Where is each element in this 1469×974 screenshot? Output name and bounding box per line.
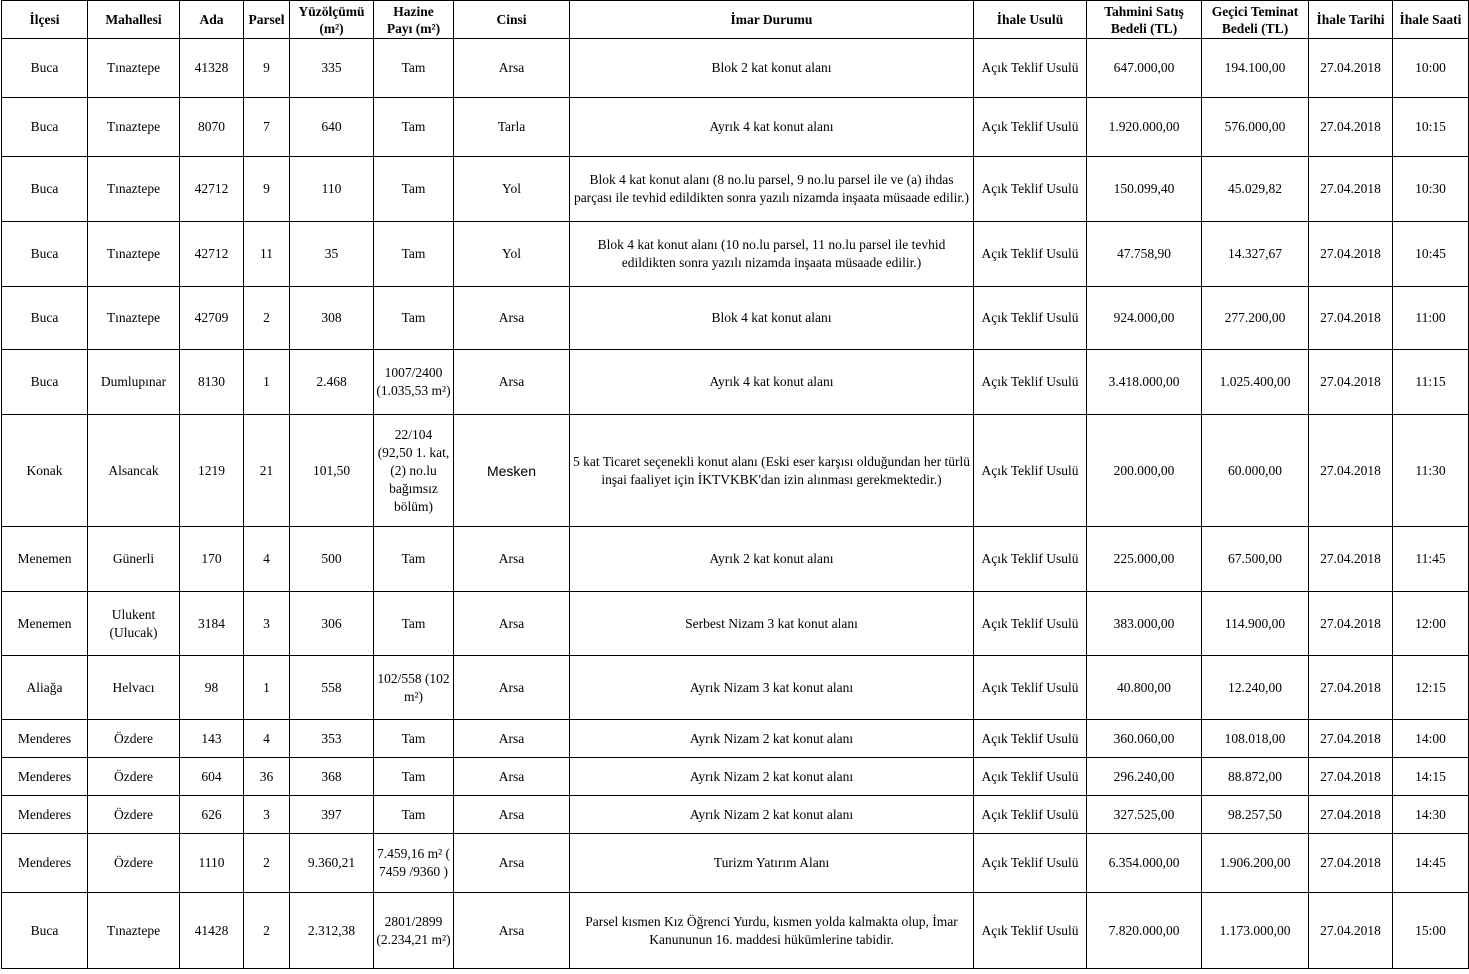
cell-ilce: Aliağa (2, 656, 88, 720)
cell-tarih: 27.04.2018 (1309, 415, 1393, 527)
cell-mahalle: Günerli (88, 527, 180, 592)
cell-parsel: 4 (244, 527, 290, 592)
cell-mahalle: Ulukent (Ulucak) (88, 592, 180, 656)
cell-yuzolcumu: 640 (290, 98, 374, 157)
cell-satis: 47.758,90 (1087, 222, 1202, 287)
header-teminat (1202, 1, 1309, 39)
cell-yuzolcumu: 397 (290, 796, 374, 834)
cell-tarih: 27.04.2018 (1309, 592, 1393, 656)
cell-saat: 11:15 (1393, 350, 1469, 415)
cell-cinsi: Arsa (454, 350, 570, 415)
cell-yuzolcumu: 101,50 (290, 415, 374, 527)
cell-hazine: Tam (374, 592, 454, 656)
cell-cinsi: Arsa (454, 893, 570, 969)
cell-usul: Açık Teklif Usulü (974, 287, 1087, 350)
cell-parsel: 4 (244, 720, 290, 758)
cell-usul: Açık Teklif Usulü (974, 720, 1087, 758)
cell-satis: 924.000,00 (1087, 287, 1202, 350)
cell-hazine: Tam (374, 98, 454, 157)
cell-imar: Turizm Yatırım Alanı (570, 834, 974, 893)
cell-parsel: 3 (244, 796, 290, 834)
cell-parsel: 2 (244, 834, 290, 893)
header-yuzolcumu-line1: Yüzölçümü (298, 3, 365, 19)
cell-satis: 200.000,00 (1087, 415, 1202, 527)
cell-ada: 1219 (180, 415, 244, 527)
cell-teminat: 1.025.400,00 (1202, 350, 1309, 415)
cell-hazine: 102/558 (102 m²) (374, 656, 454, 720)
cell-ilce: Menemen (2, 527, 88, 592)
cell-mahalle: Alsancak (88, 415, 180, 527)
cell-ada: 42712 (180, 157, 244, 222)
cell-imar: Ayrık Nizam 2 kat konut alanı (570, 758, 974, 796)
cell-usul: Açık Teklif Usulü (974, 39, 1087, 98)
cell-tarih: 27.04.2018 (1309, 527, 1393, 592)
cell-usul: Açık Teklif Usulü (974, 758, 1087, 796)
header-cinsi: Cinsi (454, 1, 570, 39)
cell-cinsi: Arsa (454, 720, 570, 758)
cell-imar: Ayrık 2 kat konut alanı (570, 527, 974, 592)
cell-ilce: Menderes (2, 758, 88, 796)
cell-satis: 7.820.000,00 (1087, 893, 1202, 969)
cell-yuzolcumu: 353 (290, 720, 374, 758)
cell-satis: 383.000,00 (1087, 592, 1202, 656)
cell-hazine: Tam (374, 157, 454, 222)
cell-mahalle: Özdere (88, 834, 180, 893)
cell-ada: 42709 (180, 287, 244, 350)
header-imar: İmar Durumu (570, 1, 974, 39)
header-yuzolcumu-line2: (m²) (319, 20, 344, 36)
cell-saat: 14:45 (1393, 834, 1469, 893)
cell-ilce: Buca (2, 157, 88, 222)
table-row (2, 834, 1469, 893)
cell-parsel: 1 (244, 350, 290, 415)
cell-yuzolcumu: 500 (290, 527, 374, 592)
cell-parsel: 9 (244, 39, 290, 98)
cell-yuzolcumu: 335 (290, 39, 374, 98)
cell-saat: 10:30 (1393, 157, 1469, 222)
table-row (2, 720, 1469, 758)
cell-parsel: 11 (244, 222, 290, 287)
cell-satis: 327.525,00 (1087, 796, 1202, 834)
cell-cinsi: Arsa (454, 287, 570, 350)
cell-parsel: 2 (244, 287, 290, 350)
cell-saat: 11:00 (1393, 287, 1469, 350)
cell-hazine: 2801/2899 (2.234,21 m²) (374, 893, 454, 969)
table-row (2, 39, 1469, 98)
table-row (2, 350, 1469, 415)
cell-imar: Ayrık Nizam 2 kat konut alanı (570, 796, 974, 834)
cell-tarih: 27.04.2018 (1309, 222, 1393, 287)
header-tarih: İhale Tarihi (1309, 1, 1393, 39)
cell-satis: 360.060,00 (1087, 720, 1202, 758)
cell-yuzolcumu: 9.360,21 (290, 834, 374, 893)
cell-mahalle: Özdere (88, 758, 180, 796)
cell-mahalle: Özdere (88, 720, 180, 758)
cell-usul: Açık Teklif Usulü (974, 415, 1087, 527)
cell-yuzolcumu: 308 (290, 287, 374, 350)
cell-yuzolcumu: 558 (290, 656, 374, 720)
table-header-row (2, 1, 1469, 39)
cell-cinsi: Arsa (454, 758, 570, 796)
cell-ilce: Konak (2, 415, 88, 527)
cell-mahalle: Tınaztepe (88, 98, 180, 157)
header-hazine (374, 1, 454, 39)
cell-satis: 647.000,00 (1087, 39, 1202, 98)
cell-ilce: Buca (2, 222, 88, 287)
cell-parsel: 36 (244, 758, 290, 796)
cell-usul: Açık Teklif Usulü (974, 592, 1087, 656)
cell-ilce: Buca (2, 98, 88, 157)
cell-satis: 1.920.000,00 (1087, 98, 1202, 157)
cell-saat: 10:00 (1393, 39, 1469, 98)
cell-hazine: Tam (374, 758, 454, 796)
cell-tarih: 27.04.2018 (1309, 720, 1393, 758)
cell-ilce: Menemen (2, 592, 88, 656)
cell-satis: 3.418.000,00 (1087, 350, 1202, 415)
cell-mahalle: Tınaztepe (88, 157, 180, 222)
table-row (2, 527, 1469, 592)
table-row (2, 758, 1469, 796)
cell-imar: Serbest Nizam 3 kat konut alanı (570, 592, 974, 656)
header-satis-line1: Tahmini Satış (1104, 3, 1184, 19)
cell-ilce: Buca (2, 287, 88, 350)
cell-usul: Açık Teklif Usulü (974, 834, 1087, 893)
cell-tarih: 27.04.2018 (1309, 98, 1393, 157)
cell-ada: 8130 (180, 350, 244, 415)
cell-usul: Açık Teklif Usulü (974, 350, 1087, 415)
cell-ada: 41428 (180, 893, 244, 969)
cell-teminat: 60.000,00 (1202, 415, 1309, 527)
table-row (2, 98, 1469, 157)
cell-teminat: 114.900,00 (1202, 592, 1309, 656)
cell-teminat: 194.100,00 (1202, 39, 1309, 98)
cell-hazine: Tam (374, 527, 454, 592)
header-ilce: İlçesi (2, 1, 88, 39)
cell-ada: 143 (180, 720, 244, 758)
cell-ada: 604 (180, 758, 244, 796)
cell-imar: Ayrık 4 kat konut alanı (570, 350, 974, 415)
cell-cinsi: Arsa (454, 527, 570, 592)
cell-imar: Blok 2 kat konut alanı (570, 39, 974, 98)
header-hazine-line2: Payı (m²) (386, 20, 441, 36)
cell-saat: 10:15 (1393, 98, 1469, 157)
cell-mahalle: Dumlupınar (88, 350, 180, 415)
cell-teminat: 108.018,00 (1202, 720, 1309, 758)
cell-imar: Parsel kısmen Kız Öğrenci Yurdu, kısmen yolda kalmakta olup, İmar Kanununun 16. maddesi hükümlerine tabidir. (570, 893, 974, 969)
cell-ilce: Buca (2, 350, 88, 415)
cell-yuzolcumu: 110 (290, 157, 374, 222)
cell-teminat: 88.872,00 (1202, 758, 1309, 796)
header-satis-line2: Bedeli (TL) (1110, 20, 1178, 36)
table-row (2, 415, 1469, 527)
cell-ada: 1110 (180, 834, 244, 893)
cell-satis: 150.099,40 (1087, 157, 1202, 222)
cell-yuzolcumu: 306 (290, 592, 374, 656)
cell-tarih: 27.04.2018 (1309, 656, 1393, 720)
cell-tarih: 27.04.2018 (1309, 758, 1393, 796)
cell-parsel: 21 (244, 415, 290, 527)
cell-mahalle: Tınaztepe (88, 39, 180, 98)
cell-tarih: 27.04.2018 (1309, 834, 1393, 893)
cell-ilce: Buca (2, 893, 88, 969)
cell-ada: 626 (180, 796, 244, 834)
cell-satis: 225.000,00 (1087, 527, 1202, 592)
cell-teminat: 277.200,00 (1202, 287, 1309, 350)
cell-tarih: 27.04.2018 (1309, 350, 1393, 415)
cell-mahalle: Tınaztepe (88, 893, 180, 969)
cell-saat: 12:15 (1393, 656, 1469, 720)
cell-usul: Açık Teklif Usulü (974, 527, 1087, 592)
cell-mahalle: Tınaztepe (88, 287, 180, 350)
cell-imar: Ayrık 4 kat konut alanı (570, 98, 974, 157)
tender-table (1, 0, 1469, 969)
cell-tarih: 27.04.2018 (1309, 287, 1393, 350)
header-yuzolcumu (290, 1, 374, 39)
cell-hazine: 22/104 (92,50 1. kat, (2) no.lu bağımsız bölüm) (374, 415, 454, 527)
cell-imar: Blok 4 kat konut alanı (570, 287, 974, 350)
table-row (2, 893, 1469, 969)
cell-ada: 98 (180, 656, 244, 720)
cell-teminat: 67.500,00 (1202, 527, 1309, 592)
header-teminat-line2: Bedeli (TL) (1221, 20, 1289, 36)
header-usul: İhale Usulü (974, 1, 1087, 39)
table-row (2, 656, 1469, 720)
cell-cinsi: Arsa (454, 834, 570, 893)
cell-cinsi: Mesken (454, 415, 570, 527)
table-row (2, 157, 1469, 222)
cell-parsel: 3 (244, 592, 290, 656)
cell-ada: 41328 (180, 39, 244, 98)
cell-hazine: Tam (374, 222, 454, 287)
cell-cinsi: Tarla (454, 98, 570, 157)
cell-teminat: 98.257,50 (1202, 796, 1309, 834)
cell-imar: Blok 4 kat konut alanı (8 no.lu parsel, 9 no.lu parsel ile ve (a) ihdas parçası ile tevhid edildikten sonra yazılı nizamda inşaata müsaade edilir.) (570, 157, 974, 222)
cell-imar: Ayrık Nizam 2 kat konut alanı (570, 720, 974, 758)
cell-teminat: 1.906.200,00 (1202, 834, 1309, 893)
header-teminat-line1: Geçici Teminat (1211, 3, 1299, 19)
table-row (2, 592, 1469, 656)
cell-usul: Açık Teklif Usulü (974, 222, 1087, 287)
cell-saat: 14:15 (1393, 758, 1469, 796)
header-hazine-line1: Hazine (393, 3, 434, 19)
cell-usul: Açık Teklif Usulü (974, 98, 1087, 157)
cell-hazine: 7.459,16 m² ( 7459 /9360 ) (374, 834, 454, 893)
cell-teminat: 45.029,82 (1202, 157, 1309, 222)
cell-usul: Açık Teklif Usulü (974, 893, 1087, 969)
cell-saat: 11:45 (1393, 527, 1469, 592)
cell-parsel: 1 (244, 656, 290, 720)
cell-yuzolcumu: 2.468 (290, 350, 374, 415)
cell-parsel: 9 (244, 157, 290, 222)
cell-saat: 10:45 (1393, 222, 1469, 287)
cell-saat: 14:30 (1393, 796, 1469, 834)
cell-parsel: 7 (244, 98, 290, 157)
header-mahalle: Mahallesi (88, 1, 180, 39)
cell-imar: Blok 4 kat konut alanı (10 no.lu parsel, 11 no.lu parsel ile tevhid edildikten sonra yazılı nizamda inşaata müsaade edilir.) (570, 222, 974, 287)
cell-ada: 8070 (180, 98, 244, 157)
cell-saat: 12:00 (1393, 592, 1469, 656)
cell-usul: Açık Teklif Usulü (974, 796, 1087, 834)
cell-teminat: 1.173.000,00 (1202, 893, 1309, 969)
cell-hazine: Tam (374, 796, 454, 834)
cell-tarih: 27.04.2018 (1309, 893, 1393, 969)
cell-cinsi: Arsa (454, 656, 570, 720)
cell-ada: 170 (180, 527, 244, 592)
cell-cinsi: Arsa (454, 39, 570, 98)
cell-teminat: 576.000,00 (1202, 98, 1309, 157)
header-parsel: Parsel (244, 1, 290, 39)
cell-tarih: 27.04.2018 (1309, 796, 1393, 834)
cell-mahalle: Tınaztepe (88, 222, 180, 287)
cell-mahalle: Helvacı (88, 656, 180, 720)
cell-yuzolcumu: 368 (290, 758, 374, 796)
cell-parsel: 2 (244, 893, 290, 969)
cell-satis: 296.240,00 (1087, 758, 1202, 796)
table-body (2, 39, 1469, 969)
cell-teminat: 12.240,00 (1202, 656, 1309, 720)
cell-ilce: Menderes (2, 796, 88, 834)
cell-ada: 3184 (180, 592, 244, 656)
header-ada: Ada (180, 1, 244, 39)
cell-cinsi: Arsa (454, 796, 570, 834)
table-row (2, 796, 1469, 834)
cell-usul: Açık Teklif Usulü (974, 656, 1087, 720)
table-row (2, 287, 1469, 350)
cell-saat: 11:30 (1393, 415, 1469, 527)
cell-tarih: 27.04.2018 (1309, 39, 1393, 98)
cell-imar: 5 kat Ticaret seçenekli konut alanı (Eski eser karşısı olduğundan her türlü inşai faaliyet için İKTVKBK'dan izin alınması gerekmektedir.) (570, 415, 974, 527)
cell-ilce: Buca (2, 39, 88, 98)
cell-yuzolcumu: 35 (290, 222, 374, 287)
cell-ilce: Menderes (2, 834, 88, 893)
cell-cinsi: Yol (454, 222, 570, 287)
cell-saat: 15:00 (1393, 893, 1469, 969)
cell-yuzolcumu: 2.312,38 (290, 893, 374, 969)
cell-saat: 14:00 (1393, 720, 1469, 758)
cell-teminat: 14.327,67 (1202, 222, 1309, 287)
cell-cinsi: Arsa (454, 592, 570, 656)
cell-imar: Ayrık Nizam 3 kat konut alanı (570, 656, 974, 720)
cell-satis: 40.800,00 (1087, 656, 1202, 720)
cell-ilce: Menderes (2, 720, 88, 758)
cell-tarih: 27.04.2018 (1309, 157, 1393, 222)
cell-usul: Açık Teklif Usulü (974, 157, 1087, 222)
cell-hazine: Tam (374, 720, 454, 758)
cell-ada: 42712 (180, 222, 244, 287)
cell-satis: 6.354.000,00 (1087, 834, 1202, 893)
header-satis (1087, 1, 1202, 39)
header-saat: İhale Saati (1393, 1, 1469, 39)
cell-hazine: Tam (374, 39, 454, 98)
cell-hazine: Tam (374, 287, 454, 350)
table-row (2, 222, 1469, 287)
cell-mahalle: Özdere (88, 796, 180, 834)
cell-cinsi: Yol (454, 157, 570, 222)
cell-hazine: 1007/2400 (1.035,53 m²) (374, 350, 454, 415)
